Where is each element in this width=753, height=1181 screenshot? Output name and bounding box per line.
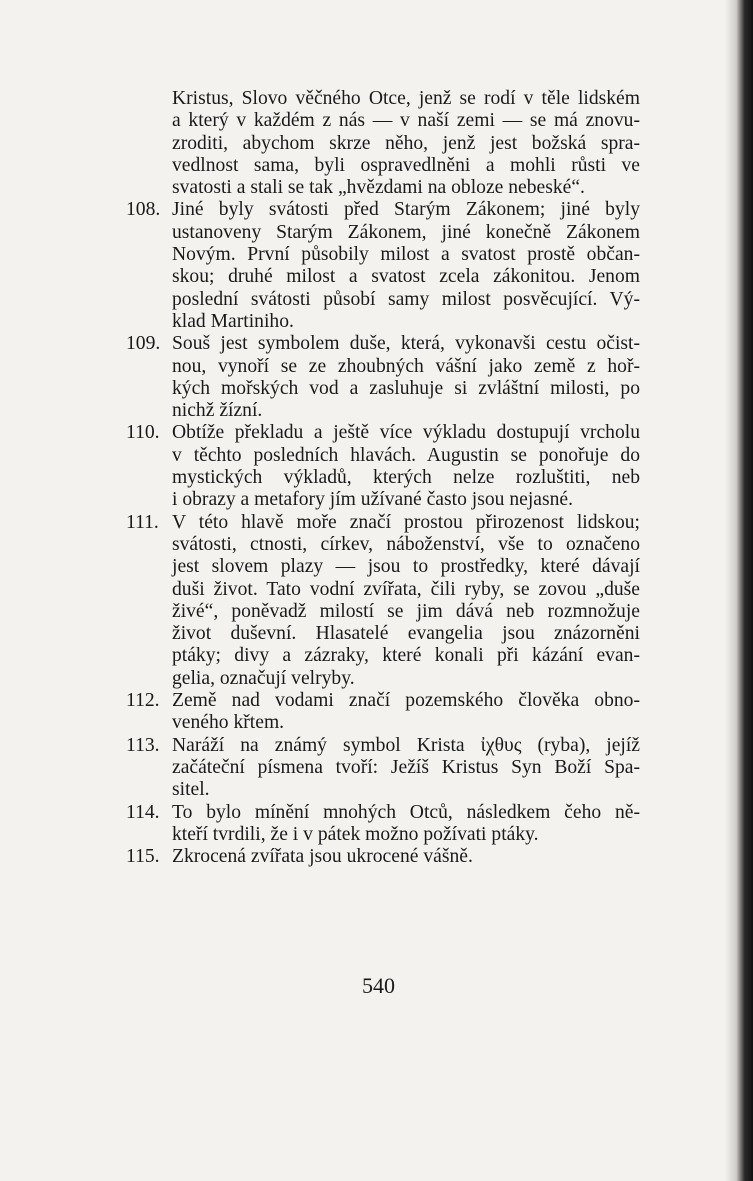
note-line: Naráží na známý symbol Krista ἰχθυς (ryba), jejíž — [172, 734, 640, 756]
note-line: i obrazy a metafory jím užívané často jsou nejasné. — [172, 489, 573, 511]
note-115 — [120, 846, 640, 868]
note-line: jest slovem plazy — jsou to prostředky, které dávají — [172, 556, 640, 578]
note-line: To bylo mínění mnohých Otců, následkem čeho ně- — [172, 801, 640, 823]
note-109 — [120, 333, 640, 422]
note-number: 113. — [126, 734, 160, 756]
note-113 — [120, 735, 640, 802]
note-108 — [120, 199, 640, 333]
note-line: kteří tvrdili, že i v pátek možno požívati ptáky. — [172, 823, 539, 845]
note-line: Novým. První působily milost a svatost prostě občan- — [172, 244, 640, 266]
note-line: sitel. — [172, 779, 210, 801]
note-line: klad Martiniho. — [172, 310, 294, 332]
note-line: skou; druhé milost a svatost zcela zákonitou. Jenom — [172, 266, 640, 288]
note-line: kých mořských vod a zasluhuje si zvláštní milosti, po — [172, 377, 640, 399]
note-line: poslední svátosti působí samy milost posvěcující. Vý- — [172, 288, 640, 310]
note-line: Obtíže překladu a ještě více výkladu dostupují vrcholu — [172, 422, 640, 444]
page-number: 540 — [362, 973, 395, 998]
note-line: Jiné byly svátosti před Starým Zákonem; jiné byly — [172, 199, 640, 221]
note-line: živé“, poněvadž milostí se jim dává neb rozmnožuje — [172, 600, 640, 622]
note-number: 111. — [126, 511, 159, 533]
page-edge-shadow — [725, 0, 753, 1181]
note-line: veného křtem. — [172, 712, 285, 734]
note-line: ustanoveny Starým Zákonem, jiné konečně Zákonem — [172, 221, 640, 243]
intro-line: svatosti a stali se tak „hvězdami na obloze nebeské“. — [172, 177, 585, 199]
intro-line: a který v každém z nás — v naší zemi — se má znovu- — [172, 110, 640, 132]
intro-line: Kristus, Slovo věčného Otce, jenž se rodí v těle lidském — [172, 88, 640, 109]
note-number: 110. — [126, 422, 160, 444]
intro-paragraph — [120, 88, 640, 199]
note-number: 114. — [126, 801, 160, 823]
note-line: duši život. Tato vodní zvířata, čili ryby, se zovou „duše — [172, 578, 640, 600]
note-number: 108. — [126, 199, 161, 221]
note-line: Zkrocená zvířata jsou ukrocené vášně. — [172, 846, 473, 868]
note-number: 112. — [126, 690, 160, 712]
note-number: 115. — [126, 846, 160, 868]
intro-line: zroditi, abychom skrze něho, jenž jest božská spra- — [172, 132, 640, 154]
note-number: 109. — [126, 333, 161, 355]
note-line: život duševní. Hlasatelé evangelia jsou znázorněni — [172, 623, 640, 645]
note-111 — [120, 512, 640, 690]
page-body — [120, 88, 640, 868]
note-112 — [120, 690, 640, 735]
note-line: v těchto posledních hlavách. Augustin se ponořuje do — [172, 444, 640, 466]
note-110 — [120, 422, 640, 511]
note-line: Souš jest symbolem duše, která, vykonavši cestu očist- — [172, 333, 640, 355]
note-line: začáteční písmena tvoří: Ježíš Kristus Syn Boží Spa- — [172, 756, 640, 778]
note-line: svátosti, ctnosti, církev, náboženství, vše to označeno — [172, 533, 640, 555]
note-line: nou, vynoří se ze zhoubných vášní jako země z hoř- — [172, 355, 640, 377]
note-line: Země nad vodami značí pozemského člověka obno- — [172, 690, 640, 712]
note-114 — [120, 802, 640, 847]
note-line: V této hlavě moře značí prostou přirozenost lidskou; — [172, 511, 640, 533]
note-line: mystických výkladů, kterých nelze rozluštiti, neb — [172, 467, 640, 489]
intro-line: vedlnost sama, byli ospravedlněni a mohli růsti ve — [172, 154, 640, 176]
note-line: nichž žízní. — [172, 400, 263, 422]
note-line: ptáky; divy a zázraky, které konali při kázání evan- — [172, 645, 640, 667]
note-line: gelia, označují velryby. — [172, 667, 355, 689]
